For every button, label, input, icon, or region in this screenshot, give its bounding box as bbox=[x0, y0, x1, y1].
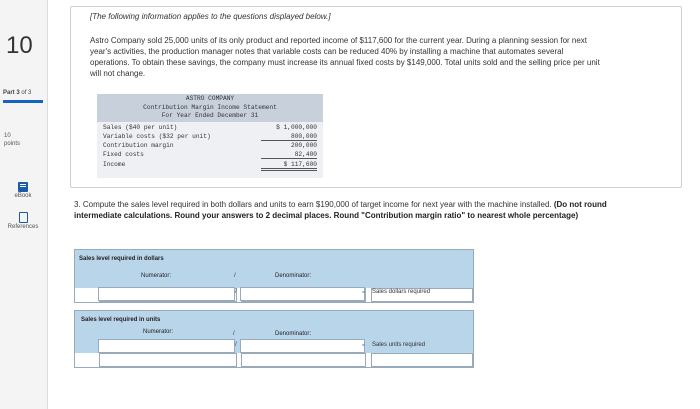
part-indicator bbox=[3, 90, 31, 96]
row-value: $ 117,600 bbox=[261, 161, 317, 171]
units-numerator-input[interactable] bbox=[99, 353, 237, 367]
info-paragraph: Astro Company sold 25,000 units of its only product and reported income of $117,600 for the current year. During a planning session for next year's activities, the production manager notes that variable costs can be reduced 40% by installing a machine that automates several operations. To obtain these savings, the company must increase its annual fixed costs by $149,000. Total units sold and the selling price per unit will not change. bbox=[90, 36, 600, 78]
row-value: $ 1,000,000 bbox=[276, 124, 317, 131]
statement-row-sales bbox=[103, 124, 317, 132]
divide-symbol: / bbox=[233, 331, 235, 337]
question-number: 10 bbox=[6, 32, 33, 59]
references-label: References bbox=[7, 224, 39, 230]
row-label: Income bbox=[103, 161, 126, 168]
statement-title: Contribution Margin Income Statement bbox=[143, 103, 277, 111]
statement-row-variable-costs bbox=[103, 133, 317, 141]
statement-period: For Year Ended December 31 bbox=[161, 112, 259, 119]
question-3-instructions: (Do not round intermediate calculations. Round your answers to 2 decimal places. Round "Contribution margin ratio" to nearest whole percentage) bbox=[74, 200, 607, 220]
statement-row-contribution-margin bbox=[103, 142, 317, 150]
sales-dollars-required-label: Sales dollars required bbox=[372, 289, 431, 295]
row-label: Variable costs ($32 per unit) bbox=[103, 133, 211, 140]
info-header: [The following information applies to the questions displayed below.] bbox=[90, 12, 331, 21]
part-prefix: Part bbox=[3, 90, 15, 96]
points-indicator bbox=[4, 132, 20, 148]
row-value: 800,000 bbox=[261, 133, 317, 141]
table-title: Sales level required in units bbox=[81, 317, 161, 323]
statement-row-fixed-costs bbox=[103, 151, 317, 159]
units-denominator-top-input[interactable] bbox=[240, 339, 365, 353]
numerator-label: Numerator: bbox=[141, 273, 172, 279]
row-label: Sales ($40 per unit) bbox=[103, 124, 178, 131]
table-title: Sales level required in dollars bbox=[79, 256, 164, 262]
divide-symbol-row: / bbox=[235, 342, 237, 348]
document-icon bbox=[19, 212, 28, 223]
statement-header bbox=[97, 94, 323, 122]
ebook-label: eBook bbox=[14, 193, 32, 199]
units-result-input[interactable] bbox=[371, 353, 473, 367]
dollars-denominator-top-input[interactable] bbox=[240, 287, 365, 301]
dollars-numerator-top-input[interactable] bbox=[98, 287, 235, 301]
row-label: Contribution margin bbox=[103, 142, 174, 149]
units-denominator-input[interactable] bbox=[241, 353, 366, 367]
points-value: 10 bbox=[4, 133, 11, 139]
row-value: 82,400 bbox=[261, 151, 317, 159]
denominator-label: Denominator: bbox=[275, 273, 312, 279]
statement-row-income bbox=[103, 161, 317, 169]
numerator-label: Numerator: bbox=[143, 329, 174, 335]
part-current: 3 bbox=[16, 90, 20, 96]
points-label: points bbox=[4, 141, 21, 147]
part-progress-bar bbox=[3, 100, 43, 103]
question-3-prompt: 3. Compute the sales level required in both dollars and units to earn $190,000 of target income for next year with the machine installed. bbox=[74, 200, 552, 209]
row-label: Fixed costs bbox=[103, 151, 144, 158]
denominator-label: Denominator: bbox=[275, 331, 312, 337]
ebook-button[interactable] bbox=[3, 182, 43, 199]
sales-units-required-label: Sales units required bbox=[372, 342, 426, 348]
row-value: 200,000 bbox=[291, 142, 317, 149]
question-3-text bbox=[74, 199, 634, 221]
divide-symbol: / bbox=[234, 273, 236, 279]
references-button[interactable] bbox=[3, 212, 43, 230]
divide-symbol-row: / bbox=[235, 289, 237, 295]
book-icon bbox=[18, 182, 28, 192]
statement-company: ASTRO COMPANY bbox=[185, 95, 235, 102]
income-statement bbox=[97, 94, 323, 178]
equals-symbol: = bbox=[362, 343, 365, 349]
sidebar bbox=[0, 0, 48, 409]
equals-symbol: = bbox=[362, 290, 365, 296]
part-total: of 3 bbox=[21, 90, 32, 96]
units-numerator-top-input[interactable] bbox=[98, 339, 235, 353]
